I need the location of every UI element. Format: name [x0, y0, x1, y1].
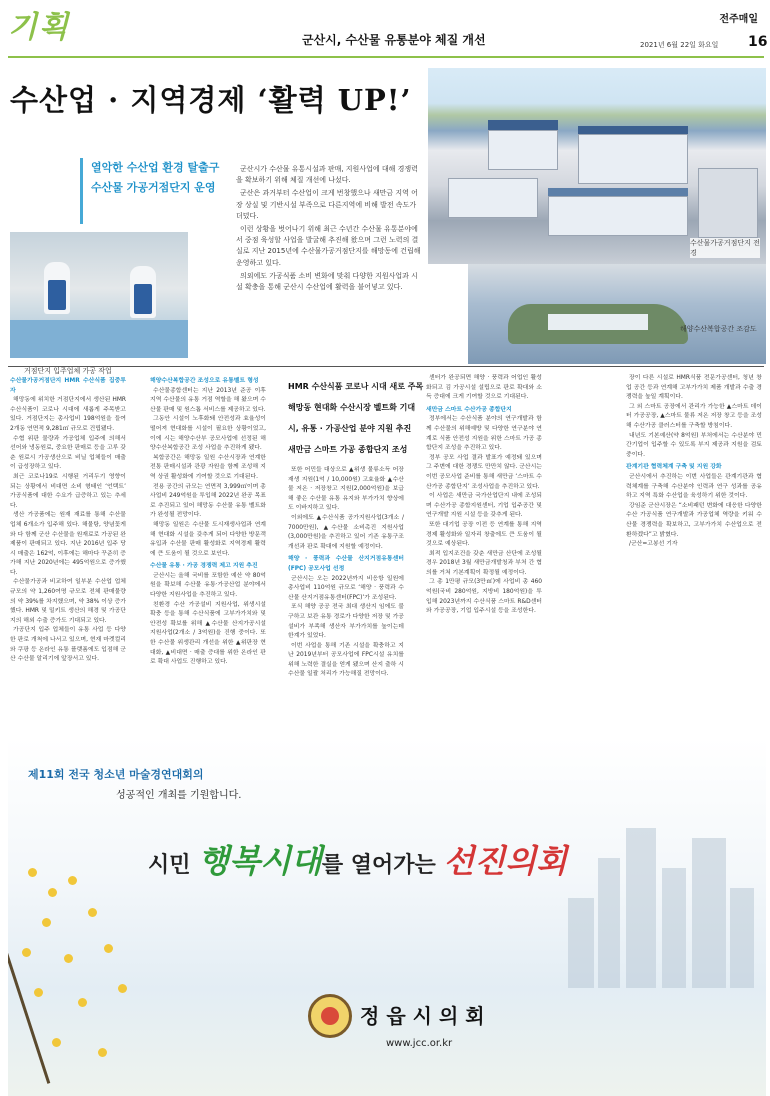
column-headline-line: 시, 유통 · 가공산업 분야 지원 추진: [288, 424, 412, 433]
slogan-middle: 를 열어가는: [321, 852, 444, 878]
body-paragraph: 친환경 수산 가공설비 지원사업, 위생시설 확충 등을 통해 수산식품에 고부가가치와 및 안전성 확보를 위해 ▲수산물 산지가공시설 지원사업(2개소 / 3억원)을 진행 중이다. 또한 수산물 위생관리 개선을 위한 ▲위판장 현대화, ▲비대면 · 매출 증대를 위한 온라인 판로 확대 사업도 진행하고 있다.: [150, 601, 266, 666]
section-title: 군산시, 수산물 유통분야 체질 개선: [302, 33, 486, 47]
body-paragraph: 그 외 스마트 공장에서 관리가 가능한 ▲스마트 데이터 가공공장, ▲스마트 물류 저온 저장 창고 등을 조성해 수산가공 클러스터를 구축할 방침이다.: [626, 403, 762, 429]
aerial-rendering-photo: [468, 264, 766, 364]
page-number: 16: [748, 34, 768, 50]
slogan-prefix: 시민: [148, 852, 199, 878]
page-header: [0, 0, 770, 60]
city-skyline-illustration: [568, 798, 758, 988]
section-subheading: 수산물 유통 · 가공 경쟁력 제고 지원 추진: [150, 563, 258, 570]
article-column-2: [150, 374, 266, 732]
body-paragraph: 해망동 일원은 수산물 도시재생사업과 연계해 현대화 시설을 갖추게 되어 다양한 방문객 유입과 수산물 판매 활성화로 지역경제 활력에 큰 도움이 될 것으로 보인다.: [150, 521, 266, 557]
newspaper-name: 전주매일: [719, 14, 758, 25]
column-headline-line: 해망동 현대화 수산시장 벨트화 기대: [288, 403, 416, 412]
section-subheading: 해양 · 풍력과 수산물 산지거점유통센터(FPC) 공모사업 선정: [288, 556, 404, 572]
intro-paragraph: 이런 상황을 벗어나기 위해 최근 수년간 수산물 유통분야에서 중점 육성할 사업을 발굴해 추진해 왔으며 그런 노력의 결실로 지난 2015년에 수산물가공거점단지를 해망동에 건립해 운영하고 있다.: [236, 225, 421, 267]
body-paragraph: 최적 입지조건을 갖춘 새만금 산단에 조성될 경우 2018년 3월 새만금개발청과 부처 간 협의를 거쳐 기본계획이 확정될 예정이다.: [426, 550, 542, 576]
body-paragraph: 강임준 군산시장은 “소비패턴 변화에 대응한 다양한 수산 가공식품 연구개발과 가공업체 역량을 키워 수산물 경쟁력을 확보하고, 고부가가치 수산업으로 전환하겠다”고 밝혔다.: [626, 502, 762, 538]
body-paragraph: 군산시는 오는 2022년까지 비응항 일원에 총사업비 110억원 규모로 ‘해양 · 풍력과 수산물 산지거점유통센터(FPC)’가 조성된다.: [288, 575, 404, 601]
body-paragraph: 가공단지 입주 업체들이 유통 사업 등 다양한 판로 개척에 나서고 있으며, 현재 마켓컬리와 쿠팡 등 온라인 유통 플랫폼에도 입점해 군산 수산물 알리기에 앞장서고 있다.: [10, 627, 126, 663]
workers-photo: [10, 232, 188, 358]
body-paragraph: /군산=고봉선 기자: [629, 541, 678, 548]
body-paragraph: 생산 가공품에는 원재 재료를 통해 수산물 업체 6개소가 입주해 있다. 해물탕, 양념꽃게와 다 함께 군산 수산물을 원재료로 가공된 완제품이 판매되고 있다. 지난 2016년 입주 당시 매출은 162억, 이후에는 해마다 꾸준히 증가해 지난 2020년에는 495억원으로 증가했다.: [10, 512, 126, 576]
body-paragraph: 센터가 완공되면 해양 · 풍력과 어업인 활성화되고 김 가공시설 설립으로 판로 확대와 소득 증대에 크게 기여할 것으로 기대된다.: [426, 375, 542, 401]
body-paragraph: 군산시는 올해 국비를 포함한 예산 약 80억원을 확보해 수산물 유통·가공산업 분야에서 다양한 지원사업을 추진하고 있다.: [150, 572, 266, 599]
body-paragraph: 복합공간은 해망동 일원 수산시장과 연계한 전통 판매시설과 관광 자원을 함께 조성해 지역 상권 활성화에 기여할 것으로 기대된다.: [150, 454, 266, 480]
section-subheading: 해양수산복합공간 조성으로 유통벨트 형성: [150, 378, 259, 384]
slogan-highlight-green: 행복시대: [198, 842, 322, 880]
body-paragraph: 포식 해양 공공 전국 최대 생산지 임에도 불구하고 보관 유통 경로가 다양한 저장 및 가공설비가 부족해 생산자 부가가치를 높이는데 한계가 있었다.: [288, 604, 404, 640]
slogan-highlight-red: 선진의회: [443, 842, 568, 880]
council-website: www.jcc.or.kr: [386, 1038, 453, 1049]
intro-paragraph: 군산시가 수산물 유통시설과 판매, 지원사업에 대해 경쟁력을 확보하기 위해 체질 개선에 나섰다.: [236, 165, 418, 185]
body-paragraph: 또한 대기업 공장 이전 등 연계를 통해 지역 경제 활성화와 일자리 창출에도 큰 도움이 될 것으로 예상된다.: [426, 521, 542, 548]
issue-date: 2021년 6월 22일 화요일: [640, 41, 719, 49]
article-subheads: [80, 158, 230, 224]
section-subheading: 수산물가공거점단지 HMR 수산식품 집중투자: [10, 378, 126, 394]
body-paragraph: 전용 공간의 규모는 연면적 3,999㎡이며 총 사업비 249억원을 투입해 2022년 완공 목표로 추진되고 있어 해망동 수산물 유통 벨트화가 완성될 전망이다.: [150, 483, 266, 519]
body-paragraph: 또한 어민들 대상으로 ▲위생 물류소득 어장 재생 지원(1억 / 10,000원) 고효율화 ▲수산물 저온 · 저장창고 지원(2,000억원)을 보급해 좋은 수산물 유통 유지와 부가가치 향상에도 이바지하고 있다.: [288, 467, 404, 512]
subhead-line: 수산물 가공거점단지 운영: [91, 181, 216, 194]
article-headline: 수산업 · 지역경제 ‘활력 UP!’: [10, 83, 412, 117]
body-paragraph: 그동안 시설이 노후화돼 안전성과 효율성이 떨어져 현대화를 시설이 필요한 상황이었고, 이에 시는 해양수산부 공모사업에 선정된 해양수산복합공간 조성 사업을 추진하게 됐다.: [150, 416, 266, 452]
column-headline-line: 새만금 스마트 가공 종합단지 조성: [288, 445, 408, 454]
body-paragraph: 해망동에 위치한 거점단지에서 생산된 HMR 수산식품이 코로나 시대에 새롭게 주목받고 있다. 거점단지는 총사업비 198억원을 들여 2개동 연면적 9,281㎡ 규모로 건립됐다.: [10, 397, 126, 432]
article-column-1: [10, 374, 126, 732]
body-paragraph: 이외에도 ▲수산식품 공가지원사업(3개소 / 7000만원), ▲수산물 소비촉진 지원사업(3,000만원)을 추진하고 있어 기존 유통구조 개선과 판로 확대에 지원할 예정이다.: [288, 514, 404, 550]
body-divider: [8, 366, 764, 367]
body-paragraph: 내년도 기본예산(약 8억원) 부처에서는 수산분야 민간기업이 입주할 수 있도록 부지 제공과 지원을 검토 중이다.: [626, 432, 762, 458]
body-paragraph: 군산시에서 추진하는 이번 사업들은 관계기관과 협력체계를 구축해 수산분야 인력과 연구 성과를 공유하고 지역 특화 수산업을 육성하기 위한 것이다.: [626, 473, 762, 500]
body-paragraph: 정부 공모 사업 결과 발표가 예정돼 있으며 그 주변에 대한 경쟁도 만만치 않다. 군산시는 이번 공모사업 준비를 통해 새만금 ‘스마트 수산가공 종합단지’ 조성사업을 추진하고 있다.: [426, 454, 542, 490]
council-name: 정읍시의회: [360, 1004, 492, 1028]
ad-congrats-line: 성공적인 개최를 기원합니다.: [116, 790, 242, 801]
body-paragraph: 최근 코로나19로 시행된 거리두기 영향이 되는 상황에서 비대면 소비 형태인 ‘언택트’ 가공식품에 대한 수요가 급증하고 있는 추세다.: [10, 473, 126, 509]
body-paragraph: 이번 사업을 통해 기존 시설을 확충하고 지난 2019년부터 공모사업에 FPC시설 유치를 위해 노력한 결실을 얻게 됐으며 산지 출하 시 수산물 일괄 처리가 가능해질 전망이다.: [288, 642, 404, 678]
council-advertisement: [8, 738, 766, 1096]
body-paragraph: 그 총 1만평 규모(3만㎡)에 사업비 총 460억원(국비 280억원, 지방비 180억원)을 투입해 2023년까지 수산식품 스마트 R&D센터와 가공공장, 기업 입주시설 등을 조성한다.: [426, 579, 542, 615]
forsythia-illustration: [8, 858, 158, 1096]
column-headline: [288, 376, 424, 460]
body-paragraph: 수산물종합센터는 지난 2013년 준공 이후 지역 수산물의 유통 거점 역할을 해 왔으며 수산물 판매 및 원스톱 서비스를 제공하고 있다.: [150, 387, 266, 413]
intro-paragraph: 의외에도 가공식품 소비 변화에 맞춰 다양한 지원사업과 시설 확충을 통해 군산시 수산업에 활력을 불어넣고 있다.: [236, 271, 418, 292]
body-paragraph: 정부에서는 수산식품 분야의 연구개발과 함께 수산물의 위해예방 및 다양한 연구분야 연계로 식품 안전성 지원을 위한 스마트 가공 종합단지 조성을 추진하고 있다.: [426, 416, 542, 452]
top-photo-caption: 수산물가공거점단지 전경: [690, 239, 760, 257]
section-subheading: 관계기관 협력체계 구축 및 지원 강화: [626, 464, 722, 471]
body-paragraph: 이 사업은 새만금 국가산업단지 내에 조성되며 수산가공 종합지원센터, 기업 입주공간 및 연구개발 지원 시설 등을 갖추게 된다.: [426, 493, 542, 519]
aerial-photo-caption: 해양수산복합공간 조감도: [680, 325, 757, 333]
workers-photo-caption: 거점단지 입주업체 가공 작업: [24, 367, 112, 375]
ad-slogan: [148, 836, 567, 882]
section-subheading: 새만금 스마트 수산가공 종합단지: [426, 406, 512, 413]
column-headline-line: HMR 수산식품 코로나 시대 새로 주목: [288, 382, 424, 391]
header-divider: [8, 56, 764, 58]
intro-paragraph: 군산은 과거부터 수산업이 크게 번창했으나 새만금 지역 어장 상실 및 기반시설 부족으로 다른지역에 비해 발전 속도가 더뎠다.: [236, 189, 418, 220]
council-emblem-icon: [308, 994, 352, 1038]
processing-complex-photo: [428, 68, 766, 264]
intro-text: [236, 164, 422, 295]
article-column-4: [426, 374, 542, 732]
body-paragraph: 장이 다른 시설로 HMR식품 전문가공센터, 청년 창업 공간 등과 연계해 고부가가치 제품 개발과 수출 경쟁력을 높일 계획이다.: [626, 375, 762, 401]
body-paragraph: 수산물가공과 비교하여 일부분 수산업 업체 규모의 약 1,260여명 규모로 전체 판매물량의 약 39%를 차지했으며, 약 38% 이상 증가했다. HMR 및 밀키트 생산의 해경 및 가공단지의 해외 수출 증가도 기대되고 있다.: [10, 579, 126, 624]
article-column-3: [288, 466, 404, 732]
subhead-line: 열악한 수산업 환경 탈출구: [91, 161, 220, 174]
body-paragraph: 수협 위판 물량과 가공업체 입주에 의해서 선어와 냉동원료, 중요한 판매로 등을 고루 갖춘 원료시 가공생산으로 비닐 업체들이 매출이 급성장하고 있다.: [10, 435, 126, 471]
ad-event-line: 제11회 전국 청소년 마술경연대회의: [28, 768, 204, 781]
section-label: 기획: [8, 10, 70, 45]
article-column-5: [626, 374, 762, 732]
